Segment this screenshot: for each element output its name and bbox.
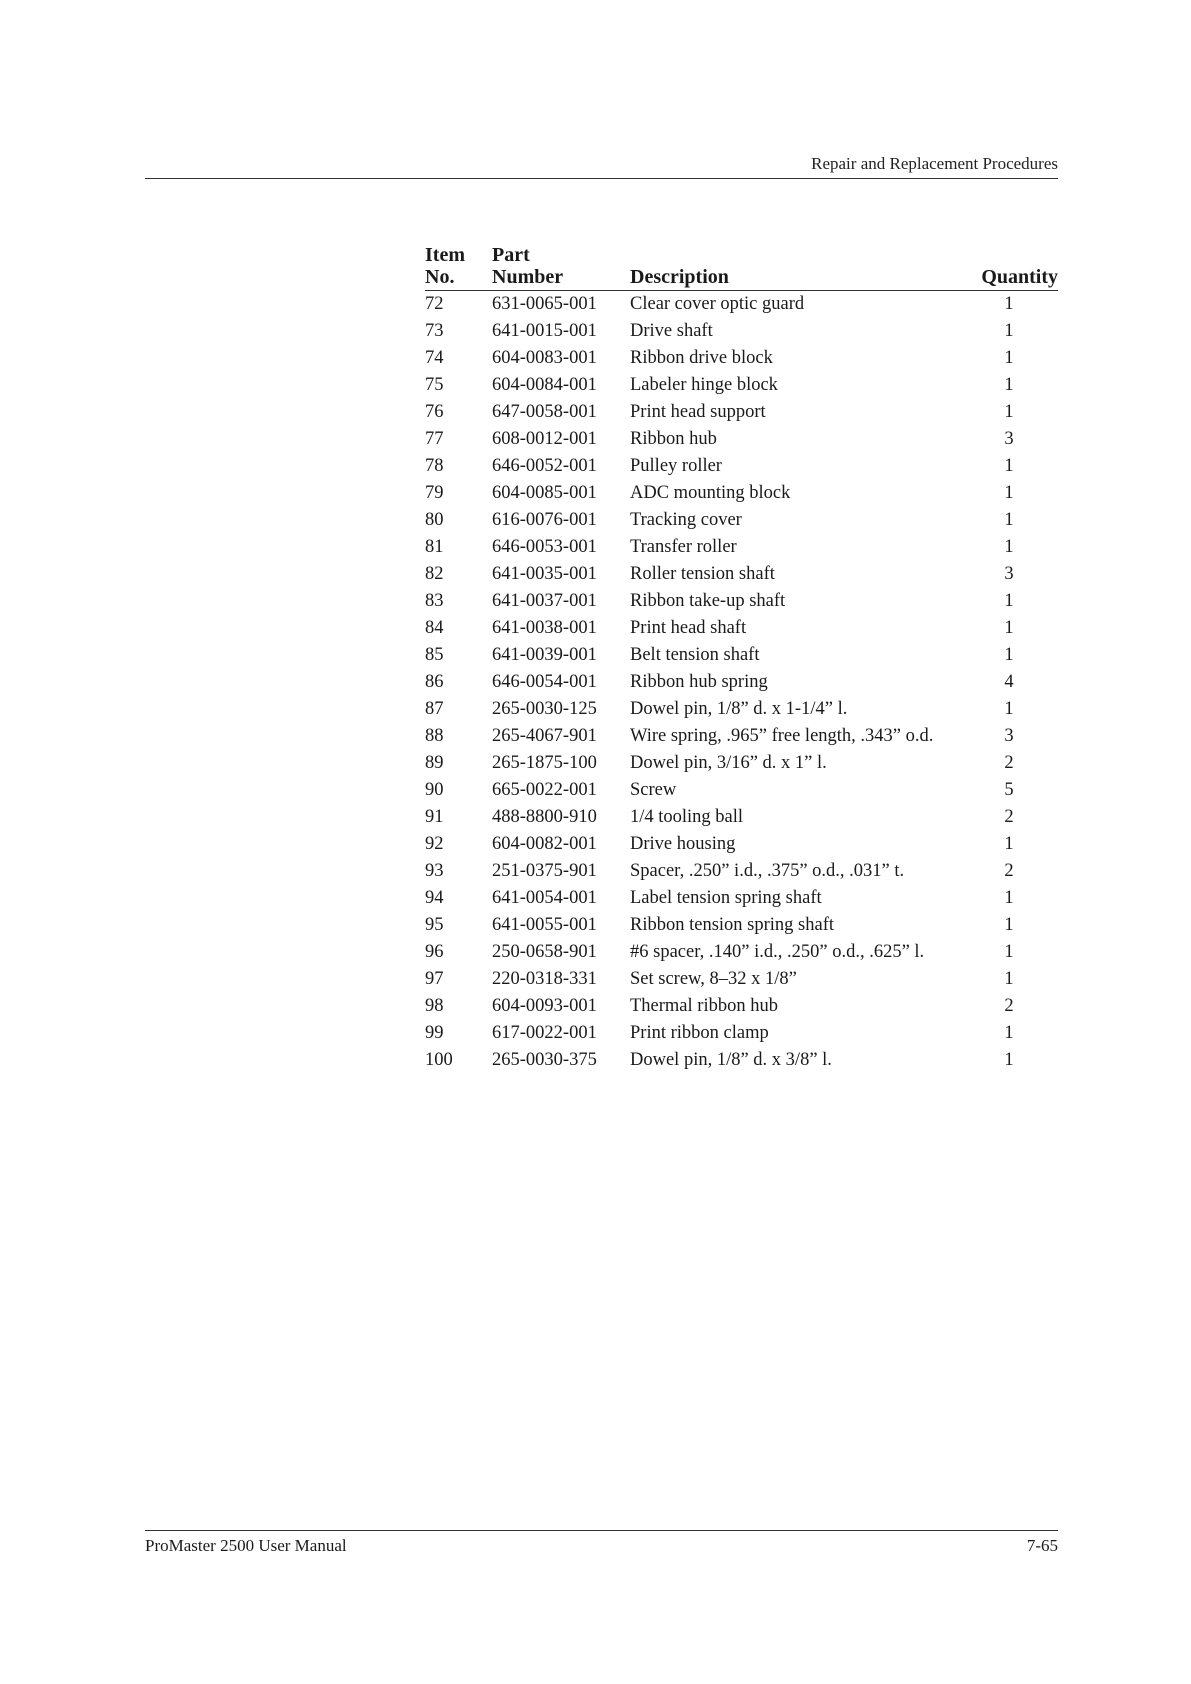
description-cell: Belt tension shaft [630, 645, 760, 665]
quantity-cell: 2 [1004, 996, 1014, 1016]
item-header-line2: No. [425, 266, 455, 288]
item-no-cell: 95 [425, 915, 444, 935]
quantity-cell: 3 [1004, 726, 1014, 746]
part-number-cell: 641-0037-001 [492, 591, 597, 611]
description-cell: Ribbon hub [630, 429, 717, 449]
part-number-cell: 250-0658-901 [492, 942, 597, 962]
quantity-cell: 3 [1004, 429, 1014, 449]
quantity-cell: 2 [1004, 861, 1014, 881]
description-cell: Screw [630, 780, 677, 800]
running-header: Repair and Replacement Procedures [811, 154, 1058, 173]
table-row [425, 858, 1058, 885]
description-cell: Dowel pin, 1/8” d. x 3/8” l. [630, 1050, 832, 1070]
table-row [425, 345, 1058, 372]
table-row [425, 561, 1058, 588]
quantity-cell: 1 [1004, 348, 1014, 368]
item-no-cell: 92 [425, 834, 444, 854]
table-row [425, 993, 1058, 1020]
table-row [425, 669, 1058, 696]
table-row [425, 291, 1058, 319]
table-row [425, 939, 1058, 966]
table-row [425, 480, 1058, 507]
table-row [425, 912, 1058, 939]
table-row [425, 615, 1058, 642]
description-cell: Ribbon tension spring shaft [630, 915, 835, 935]
part-number-cell: 608-0012-001 [492, 429, 597, 449]
part-number-cell: 646-0053-001 [492, 537, 597, 557]
item-no-cell: 80 [425, 510, 444, 530]
quantity-cell: 1 [1004, 1050, 1014, 1070]
table-row [425, 318, 1058, 345]
item-no-cell: 75 [425, 375, 444, 395]
description-cell: Print head shaft [630, 618, 747, 638]
table-row [425, 750, 1058, 777]
table-row [425, 1047, 1058, 1074]
quantity-cell: 1 [1004, 402, 1014, 422]
item-no-cell: 97 [425, 969, 444, 989]
quantity-cell: 1 [1004, 456, 1014, 476]
footer-page-number: 7-65 [1026, 1536, 1058, 1555]
part-number-cell: 265-0030-375 [492, 1050, 597, 1070]
quantity-cell: 1 [1004, 618, 1014, 638]
description-cell: Spacer, .250” i.d., .375” o.d., .031” t. [630, 861, 905, 881]
item-no-cell: 76 [425, 402, 444, 422]
quantity-cell: 2 [1004, 807, 1014, 827]
part-number-cell: 604-0084-001 [492, 375, 597, 395]
item-no-cell: 84 [425, 618, 444, 638]
item-header-line1: Item [425, 244, 465, 266]
part-number-cell: 265-4067-901 [492, 726, 597, 746]
part-number-cell: 641-0015-001 [492, 321, 597, 341]
table-header-row [425, 244, 1058, 291]
description-cell: Thermal ribbon hub [630, 996, 778, 1016]
table-row [425, 588, 1058, 615]
table-row [425, 1020, 1058, 1047]
description-cell: ADC mounting block [630, 483, 791, 503]
quantity-cell: 1 [1004, 375, 1014, 395]
description-cell: Clear cover optic guard [630, 294, 805, 314]
parts-table-body [425, 291, 1058, 1075]
item-no-cell: 99 [425, 1023, 444, 1043]
quantity-cell: 1 [1004, 1023, 1014, 1043]
part-number-cell: 641-0054-001 [492, 888, 597, 908]
item-no-cell: 87 [425, 699, 444, 719]
description-cell: Labeler hinge block [630, 375, 778, 395]
description-cell: Drive shaft [630, 321, 713, 341]
quantity-cell: 1 [1004, 888, 1014, 908]
quantity-cell: 2 [1004, 753, 1014, 773]
item-no-cell: 85 [425, 645, 444, 665]
item-no-cell: 93 [425, 861, 444, 881]
item-no-cell: 73 [425, 321, 444, 341]
description-cell: Ribbon hub spring [630, 672, 768, 692]
table-row [425, 777, 1058, 804]
quantity-cell: 1 [1004, 483, 1014, 503]
item-no-cell: 77 [425, 429, 444, 449]
part-number-cell: 251-0375-901 [492, 861, 597, 881]
table-row [425, 966, 1058, 993]
part-number-cell: 641-0055-001 [492, 915, 597, 935]
part-number-cell: 265-0030-125 [492, 699, 597, 719]
table-row [425, 804, 1058, 831]
description-cell: Label tension spring shaft [630, 888, 822, 908]
table-row [425, 453, 1058, 480]
quantity-cell: 1 [1004, 591, 1014, 611]
quantity-cell: 1 [1004, 321, 1014, 341]
part-header-line2: Number [492, 266, 564, 288]
parts-table [425, 244, 1058, 1074]
quantity-cell: 1 [1004, 645, 1014, 665]
part-number-cell: 631-0065-001 [492, 294, 597, 314]
quantity-cell: 3 [1004, 564, 1014, 584]
item-no-cell: 81 [425, 537, 444, 557]
item-no-cell: 79 [425, 483, 444, 503]
item-no-cell: 90 [425, 780, 444, 800]
part-number-cell: 616-0076-001 [492, 510, 597, 530]
table-row [425, 372, 1058, 399]
item-no-cell: 98 [425, 996, 444, 1016]
item-no-cell: 74 [425, 348, 444, 368]
description-cell: Print ribbon clamp [630, 1023, 769, 1043]
item-no-cell: 89 [425, 753, 444, 773]
item-no-cell: 94 [425, 888, 444, 908]
description-cell: Wire spring, .965” free length, .343” o.d. [630, 726, 934, 746]
part-header-line1: Part [492, 244, 530, 266]
part-number-cell: 647-0058-001 [492, 402, 597, 422]
quantity-cell: 1 [1004, 969, 1014, 989]
description-cell: Dowel pin, 1/8” d. x 1-1/4” l. [630, 699, 848, 719]
quantity-cell: 4 [1004, 672, 1014, 692]
item-no-cell: 72 [425, 294, 444, 314]
table-row [425, 507, 1058, 534]
description-cell: 1/4 tooling ball [630, 807, 744, 827]
part-number-cell: 641-0039-001 [492, 645, 597, 665]
table-row [425, 696, 1058, 723]
part-number-cell: 665-0022-001 [492, 780, 597, 800]
part-number-cell: 604-0083-001 [492, 348, 597, 368]
item-no-cell: 91 [425, 807, 444, 827]
description-cell: Roller tension shaft [630, 564, 775, 584]
part-number-cell: 641-0038-001 [492, 618, 597, 638]
item-no-cell: 78 [425, 456, 444, 476]
description-cell: Ribbon take-up shaft [630, 591, 786, 611]
part-number-cell: 617-0022-001 [492, 1023, 597, 1043]
table-row [425, 723, 1058, 750]
description-cell: Tracking cover [630, 510, 742, 530]
part-number-cell: 265-1875-100 [492, 753, 597, 773]
table-row [425, 885, 1058, 912]
part-number-cell: 604-0085-001 [492, 483, 597, 503]
part-number-cell: 604-0082-001 [492, 834, 597, 854]
item-no-header [425, 244, 492, 291]
footer-rule [145, 1530, 1058, 1531]
part-number-cell: 604-0093-001 [492, 996, 597, 1016]
header-rule [145, 178, 1058, 179]
item-no-cell: 83 [425, 591, 444, 611]
part-number-cell: 646-0054-001 [492, 672, 597, 692]
description-cell: Dowel pin, 3/16” d. x 1” l. [630, 753, 827, 773]
description-cell: Drive housing [630, 834, 736, 854]
description-cell: Pulley roller [630, 456, 722, 476]
quantity-cell: 1 [1004, 294, 1014, 314]
table-row [425, 534, 1058, 561]
quantity-cell: 1 [1004, 537, 1014, 557]
table-row [425, 426, 1058, 453]
description-header: Description [630, 244, 960, 291]
item-no-cell: 82 [425, 564, 444, 584]
description-cell: Print head support [630, 402, 766, 422]
quantity-cell: 1 [1004, 834, 1014, 854]
item-no-cell: 100 [425, 1050, 453, 1070]
item-no-cell: 88 [425, 726, 444, 746]
part-number-cell: 488-8800-910 [492, 807, 597, 827]
quantity-header: Quantity [960, 244, 1058, 291]
description-cell: #6 spacer, .140” i.d., .250” o.d., .625” l. [630, 942, 925, 962]
item-no-cell: 96 [425, 942, 444, 962]
part-number-cell: 220-0318-331 [492, 969, 597, 989]
quantity-cell: 1 [1004, 942, 1014, 962]
part-number-cell: 641-0035-001 [492, 564, 597, 584]
item-no-cell: 86 [425, 672, 444, 692]
quantity-cell: 1 [1004, 915, 1014, 935]
description-cell: Set screw, 8–32 x 1/8” [630, 969, 797, 989]
table-row [425, 831, 1058, 858]
part-number-cell: 646-0052-001 [492, 456, 597, 476]
description-cell: Ribbon drive block [630, 348, 773, 368]
table-row [425, 642, 1058, 669]
footer-manual-title: ProMaster 2500 User Manual [145, 1536, 347, 1555]
quantity-cell: 5 [1004, 780, 1014, 800]
part-number-header [492, 244, 630, 291]
description-cell: Transfer roller [630, 537, 737, 557]
table-row [425, 399, 1058, 426]
quantity-cell: 1 [1004, 510, 1014, 530]
quantity-cell: 1 [1004, 699, 1014, 719]
